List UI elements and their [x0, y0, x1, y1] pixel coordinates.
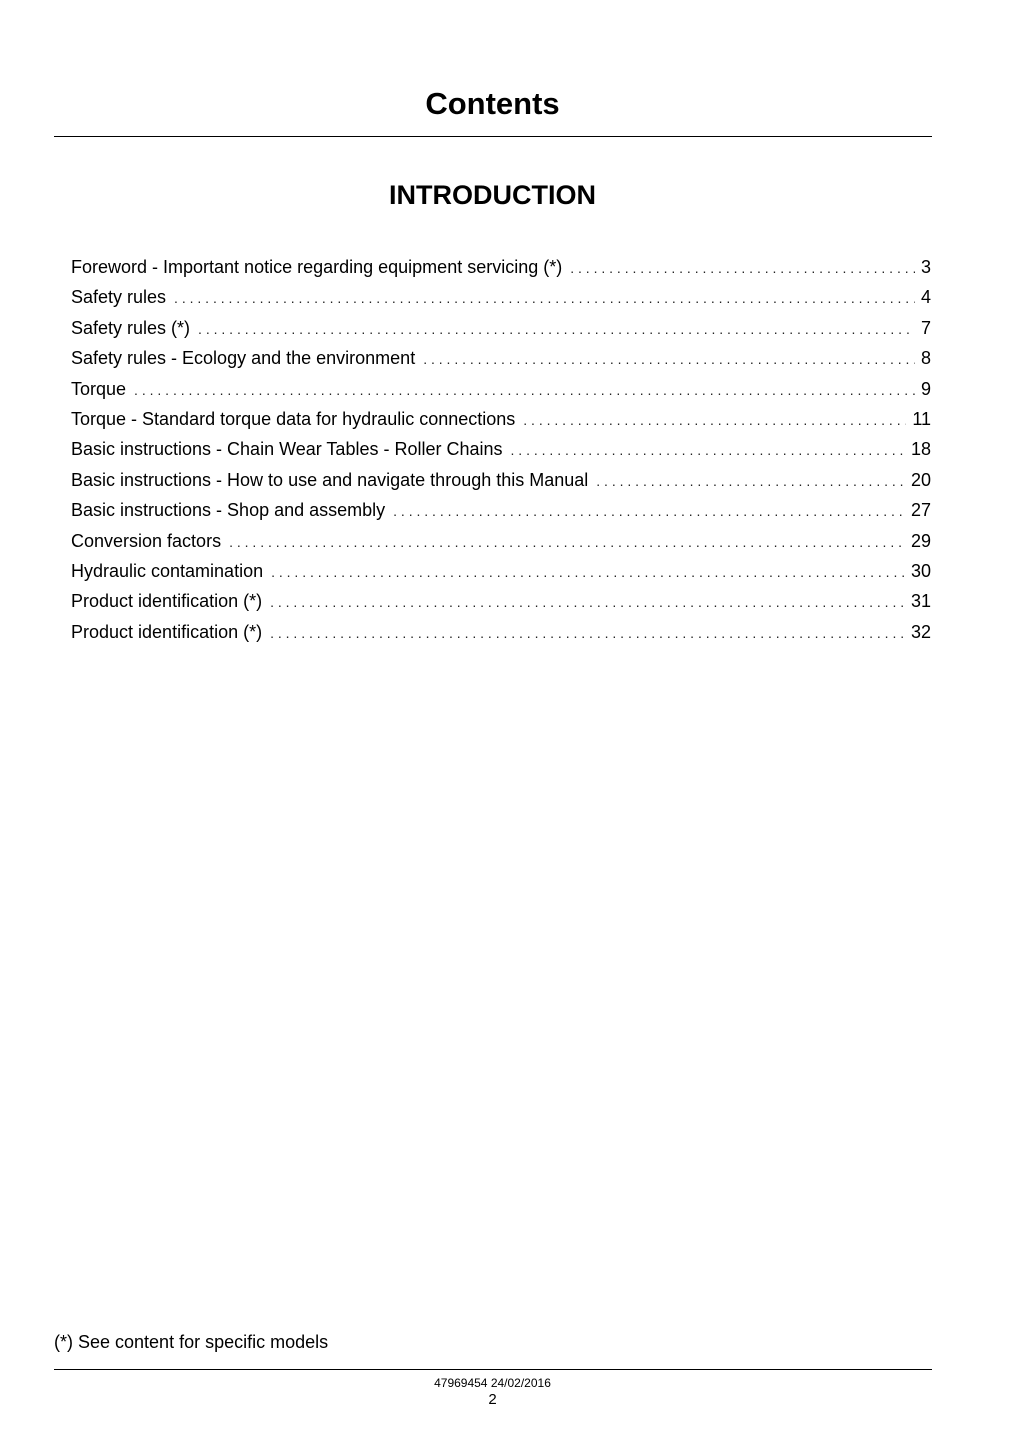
toc-dot-leader [511, 437, 905, 463]
toc-dot-leader [270, 620, 905, 646]
toc-dot-leader [570, 255, 915, 281]
toc-entry-page: 7 [920, 317, 931, 338]
toc-entry-page: 3 [920, 257, 931, 277]
toc-dot-leader [229, 529, 905, 555]
toc-entry-page: 27 [910, 500, 931, 521]
toc-entry-how-to-use[interactable] [71, 467, 931, 497]
toc-entry-title: Torque [71, 378, 127, 399]
toc-entry-page: 31 [910, 591, 931, 612]
toc-entry-title: Product identification (*) [71, 591, 263, 612]
toc-entry-chain-wear[interactable] [71, 436, 931, 466]
toc-entry-safety-rules-models[interactable] [71, 315, 931, 345]
toc-entry-title: Foreword - Important notice regarding equipment servicing (*) [71, 257, 563, 277]
toc-dot-leader [393, 498, 905, 524]
toc-entry-title: Conversion factors [71, 530, 222, 551]
page-title: Contents [425, 86, 560, 121]
toc-entry-torque-hydraulic[interactable] [71, 406, 931, 436]
toc-entry-page: 9 [920, 378, 931, 399]
toc-entry-page: 30 [910, 560, 931, 581]
toc-entry-title: Safety rules - Ecology and the environment [71, 348, 416, 369]
toc-entry-hydraulic-contamination[interactable] [71, 558, 931, 588]
toc-entry-title: Basic instructions - Chain Wear Tables - Roller Chains [71, 439, 503, 460]
toc-entry-page: 11 [912, 408, 931, 429]
toc-entry-title: Torque - Standard torque data for hydraulic connections [71, 408, 516, 429]
toc-entry-title: Hydraulic contamination [71, 560, 264, 581]
toc-entry-safety-rules[interactable] [71, 284, 931, 314]
toc-entry-shop-assembly[interactable] [71, 497, 931, 527]
table-of-contents [71, 254, 931, 649]
toc-entry-product-identification[interactable] [71, 588, 931, 618]
footer-divider [54, 1369, 932, 1370]
document-id: 47969454 24/02/2016 [434, 1376, 551, 1390]
toc-entry-title: Safety rules [71, 287, 167, 308]
toc-dot-leader [270, 589, 905, 615]
toc-entry-title: Safety rules (*) [71, 317, 191, 338]
toc-dot-leader [134, 377, 915, 403]
toc-entry-torque[interactable] [71, 376, 931, 406]
toc-entry-page: 29 [910, 530, 931, 551]
toc-dot-leader [423, 346, 915, 372]
toc-dot-leader [271, 559, 905, 585]
toc-entry-title: Basic instructions - How to use and navigate through this Manual [71, 469, 589, 490]
toc-dot-leader [523, 407, 906, 433]
toc-dot-leader [198, 316, 915, 342]
section-heading: INTRODUCTION [389, 180, 596, 210]
toc-entry-page: 8 [920, 348, 931, 369]
header-divider [54, 136, 932, 137]
toc-entry-page: 18 [910, 439, 931, 460]
toc-entry-product-identification-2[interactable] [71, 619, 931, 649]
toc-entry-safety-ecology[interactable] [71, 345, 931, 375]
toc-entry-title: Product identification (*) [71, 621, 263, 642]
toc-entry-foreword[interactable] [71, 254, 931, 284]
toc-entry-title: Basic instructions - Shop and assembly [71, 500, 386, 521]
footnote: (*) See content for specific models [54, 1332, 329, 1352]
toc-dot-leader [174, 285, 915, 311]
toc-entry-page: 32 [910, 621, 931, 642]
toc-entry-conversion-factors[interactable] [71, 528, 931, 558]
page-number: 2 [488, 1391, 497, 1408]
toc-entry-page: 4 [920, 287, 931, 308]
toc-dot-leader [596, 468, 905, 494]
toc-entry-page: 20 [910, 469, 931, 490]
